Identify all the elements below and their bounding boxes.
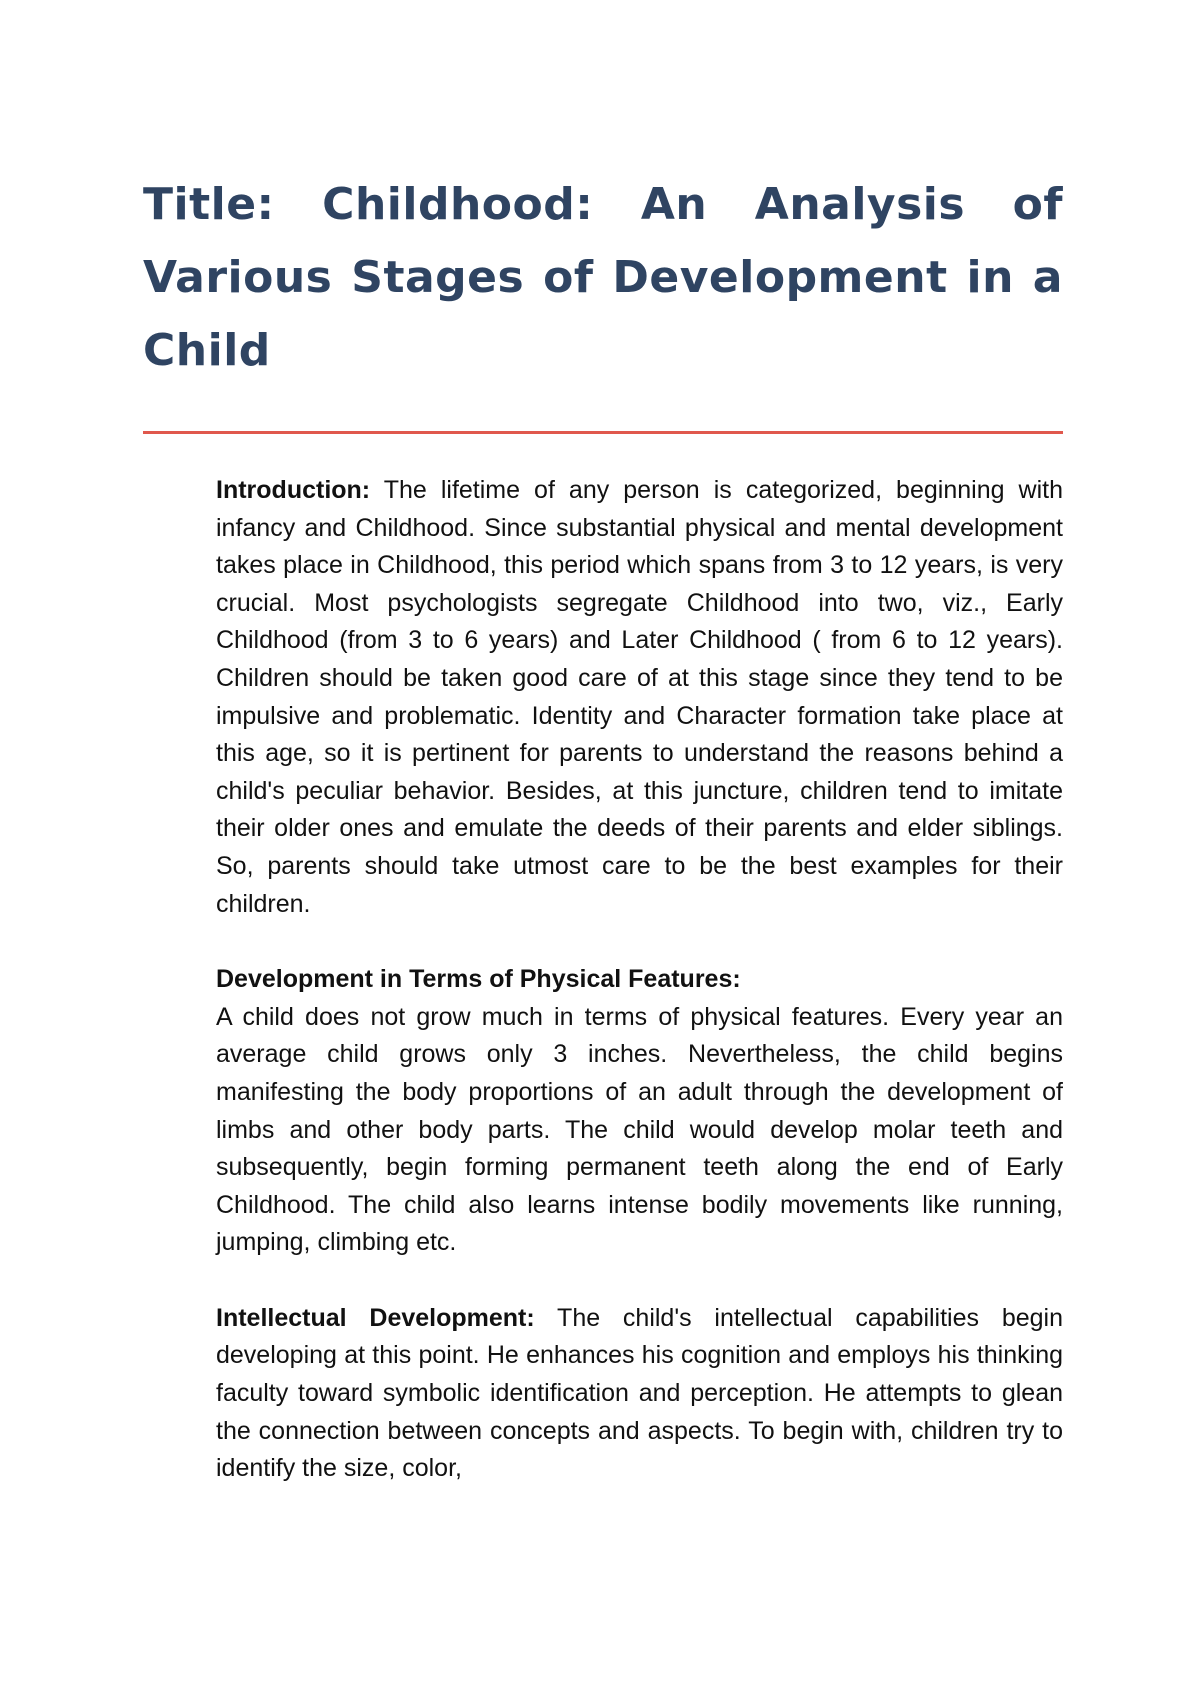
title-divider — [143, 431, 1063, 434]
section-introduction — [216, 472, 1063, 923]
section-intellectual-development — [216, 1300, 1063, 1488]
section-heading-intellectual-development: Intellectual Development: — [216, 1303, 535, 1332]
section-text-introduction: The lifetime of any person is categorized, beginning with infancy and Childhood. Since substantial physical and mental development takes place in Childhood, this period which spans from 3 to 12 years, is very crucial. Most psychologists segregate Childhood into two, viz., Early Childhood (from 3 to 6 years) and Later Childhood ( from 6 to 12 years). Children should be taken good care of at this stage since they tend to be impulsive and problematic. Identity and Character formation take place at this age, so it is pertinent for parents to understand the reasons behind a child's peculiar behavior. Besides, at this juncture, children tend to imitate their older ones and emulate the deeds of their parents and elder siblings. So, parents should take utmost care to be the best examples for their children. — [216, 476, 1063, 918]
section-physical-development — [216, 961, 1063, 1262]
section-text-intellectual-development: The child's intellectual capabilities begin developing at this point. He enhances his cognition and employs his thinking faculty toward symbolic identification and perception. He attempts to glean the connection between concepts and aspects. To begin with, children try to identify the size, color, — [216, 1303, 1063, 1483]
document-title: Title: Childhood: An Analysis of Various Stages of Development in a Child — [143, 179, 1063, 376]
section-heading-physical-development: Development in Terms of Physical Features: — [216, 965, 741, 994]
document-body — [216, 472, 1063, 1526]
section-text-physical-development: A child does not grow much in terms of physical features. Every year an average child grows only 3 inches. Nevertheless, the child begins manifesting the body proportions of an adult through the development of limbs and other body parts. The child would develop molar teeth and subsequently, begin forming permanent teeth along the end of Early Childhood. The child also learns intense bodily movements like running, jumping, climbing etc. — [216, 1002, 1063, 1257]
section-heading-introduction: Introduction: — [216, 476, 371, 504]
